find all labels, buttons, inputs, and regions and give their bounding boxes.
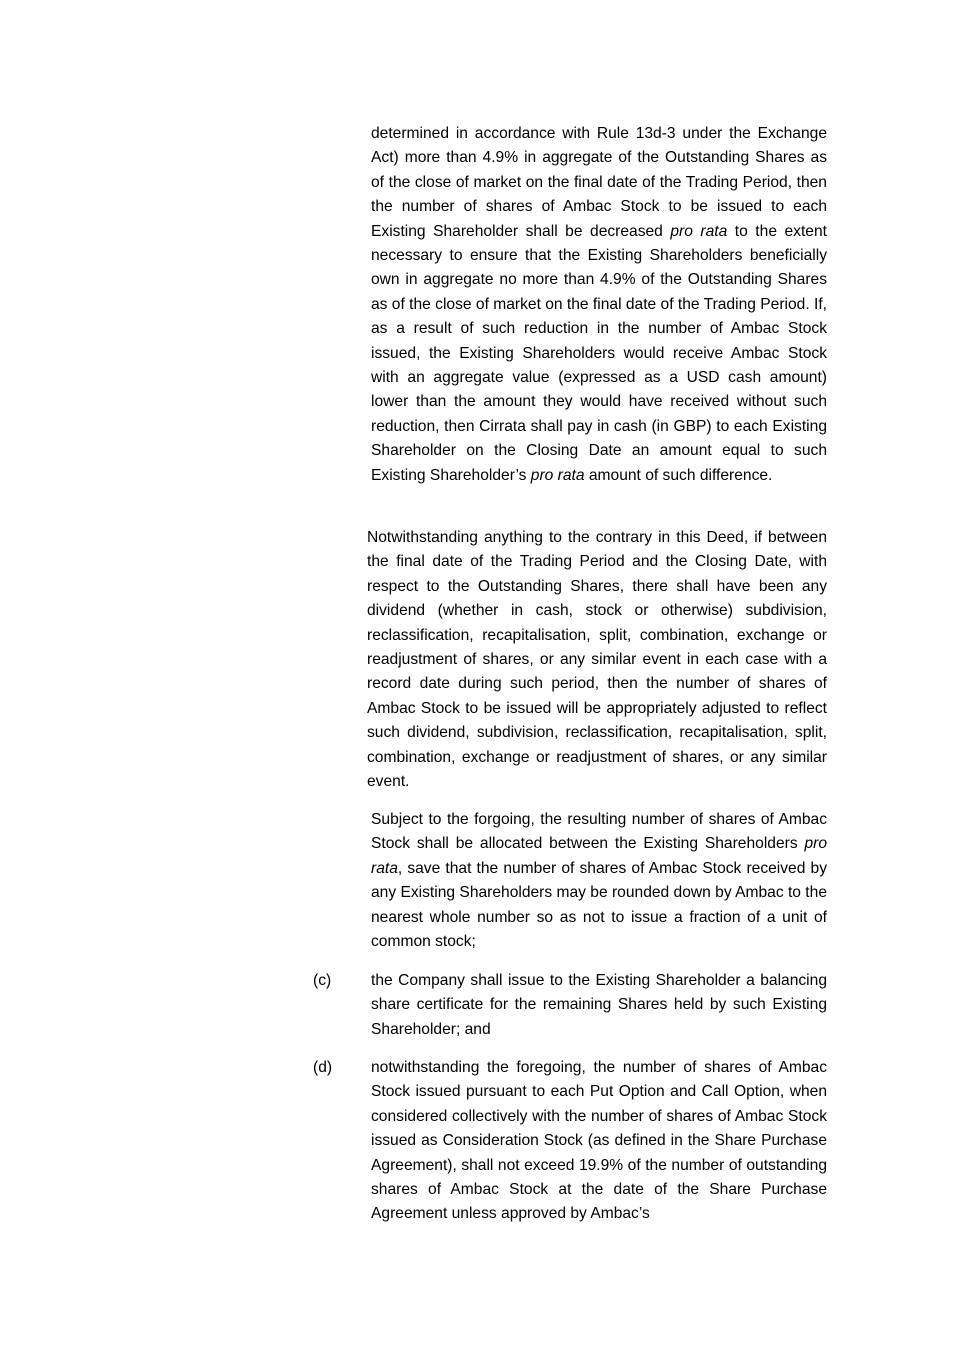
item-text-d: notwithstanding the foregoing, the number of shares of Ambac Stock issued pursuant to each Put Option and Call Option, when considered collectively with the number of shares of Ambac Stock issued as Consideration Stock (as defined in the Share Purchase Agreement), shall not exceed 19.9% of the number of outstanding shares of Ambac Stock at the date of the Share Purchase Agreement unless approved by Ambac’s (371, 1059, 827, 1223)
paragraph-allocation (371, 808, 827, 954)
italic-pro-rata: pro rata (530, 466, 585, 484)
paragraph-text: amount of such difference. (584, 466, 773, 484)
paragraph-text: Notwithstanding anything to the contrary in this Deed, if between the final date of the Trading Period and the Closing Date, with respect to the Outstanding Shares, there shall have been any dividend (whether in cash, stock or otherwise) subdivision, reclassification, recapitalisation, split, combination, exchange or readjustment of shares, or any similar event in each case with a record date during such period, then the number of shares of Ambac Stock to be issued will be appropriately adjusted to reflect such dividend, subdivision, reclassification, recapitalisation, split, combination, exchange or readjustment of shares, or any similar event. (367, 529, 827, 791)
italic-pro-rata: pro rata (670, 222, 728, 240)
item-marker-d: (d) (313, 1059, 333, 1076)
paragraph-text: Subject to the forgoing, the resulting number of shares of Ambac Stock shall be allocated between the Existing Shareholders (371, 811, 827, 853)
item-marker-c: (c) (313, 972, 332, 989)
item-text-c: the Company shall issue to the Existing Shareholder a balancing share certificate for the remaining Shares held by such Existing Shareholder; and (371, 972, 827, 1038)
paragraph-text: , save that the number of shares of Ambac Stock received by any Existing Shareholders may be rounded down by Ambac to the nearest whole number so as not to issue a fraction of a unit of common stock; (371, 859, 827, 951)
italic-pro-rata: pro rata (371, 835, 827, 877)
paragraph-text: to the extent necessary to ensure that the Existing Shareholders beneficially own in aggregate no more than 4.9% of the Outstanding Shares as of the close of market on the final date of the Trading Period. If, as a result of such reduction in the number of Ambac Stock issued, the Existing Shareholders would receive Ambac Stock with an aggregate value (expressed as a USD cash amount) lower than the amount they would have received without such reduction, then Cirrata shall pay in cash (in GBP) to each Existing Shareholder on the Closing Date an amount equal to such Existing Shareholder’s (371, 222, 827, 484)
paragraph-adjustment (367, 526, 827, 794)
paragraph-shareholding-cap (371, 122, 827, 488)
paragraph-text: determined in accordance with Rule 13d-3 under the Exchange Act) more than 4.9% in aggregate of the Outstanding Shares as of the close of market on the final date of the Trading Period, then the number of shares of Ambac Stock to be issued to each Existing Shareholder shall be decreased (371, 125, 827, 240)
